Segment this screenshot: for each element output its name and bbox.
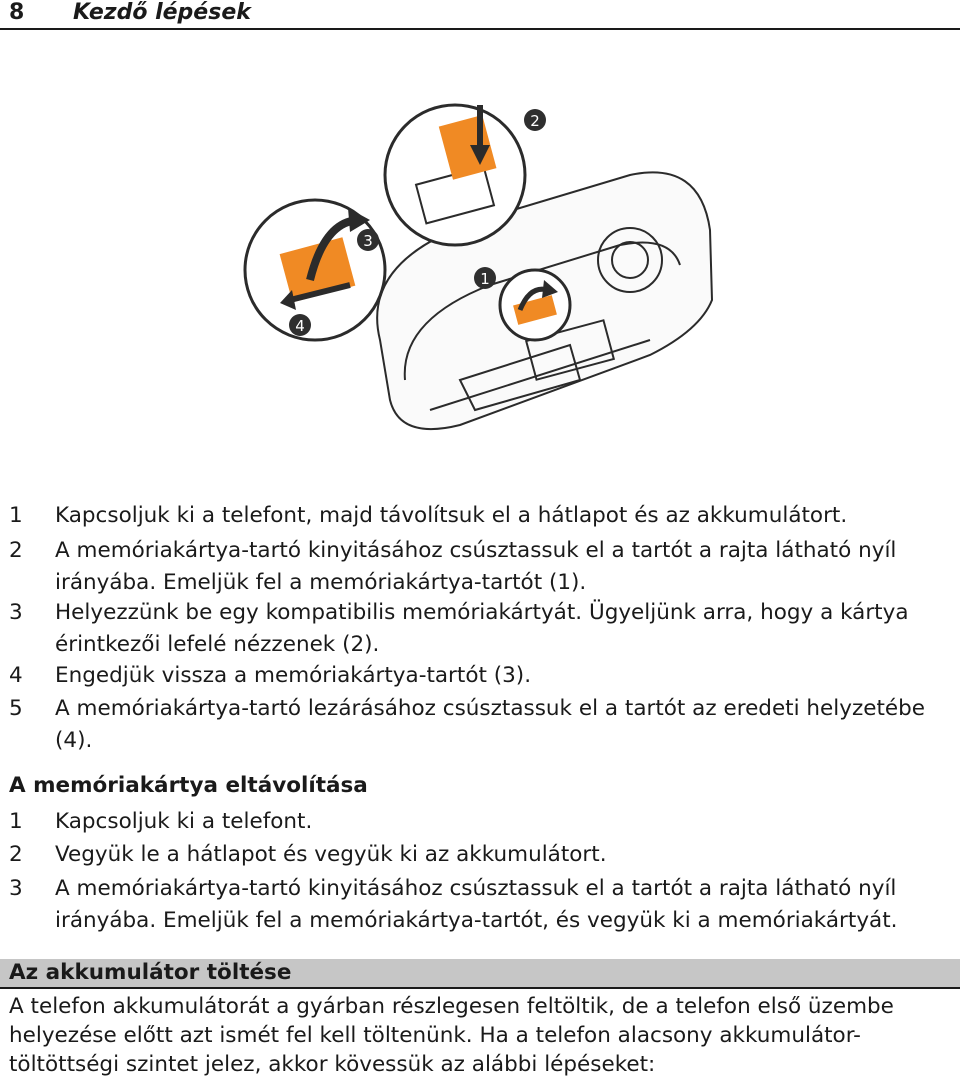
callout-4 (289, 314, 311, 336)
memory-card-illustration (230, 80, 730, 480)
remove-section-heading: A memóriakártya eltávolítása (9, 773, 368, 798)
callout-3 (357, 229, 379, 251)
card-insert-detail (385, 105, 525, 245)
page-number: 8 (9, 0, 25, 25)
step-number: 1 (9, 809, 23, 834)
insert-step (9, 535, 949, 599)
step-text: Engedjük vissza a memóriakártya-tartót (3). (55, 663, 532, 688)
step-number: 2 (9, 538, 23, 563)
step-text: A memóriakártya-tartó kinyitásához csúsztassuk el a tartót a rajta látható nyíl irányába. Emeljük fel a memóriakártya-tartót, és vegyük ki a memóriakártyát. (55, 876, 898, 933)
charging-section-heading: Az akkumulátor töltése (9, 960, 292, 985)
step-number: 3 (9, 600, 23, 625)
step-number: 5 (9, 696, 23, 721)
holder-lift-detail (500, 270, 570, 340)
charging-paragraph: A telefon akkumulátorát a gyárban részlegesen feltöltik, de a telefon első üzembe helyezése előtt azt ismét fel kell töltenünk. Ha a telefon alacsony akkumulátor-töltöttségi szintet jelez, akkor kövessük az alábbi lépéseket: (9, 994, 894, 1077)
svg-text:4: 4 (295, 317, 305, 335)
svg-text:1: 1 (480, 270, 490, 288)
remove-step (9, 839, 949, 871)
insert-step (9, 660, 949, 692)
insert-step (9, 693, 949, 757)
callout-1 (474, 267, 496, 289)
chapter-title: Kezdő lépések (73, 0, 251, 25)
remove-step (9, 873, 949, 937)
page-header (0, 0, 960, 30)
step-number: 2 (9, 842, 23, 867)
step-text: Vegyük le a hátlapot és vegyük ki az akkumulátort. (55, 842, 607, 867)
step-number: 4 (9, 663, 23, 688)
step-text: Kapcsoljuk ki a telefont. (55, 809, 313, 834)
svg-text:2: 2 (530, 112, 540, 130)
svg-text:3: 3 (363, 232, 373, 250)
step-text: Helyezzünk be egy kompatibilis memóriakártyát. Ügyeljünk arra, hogy a kártya érintkezői lefelé nézzenek (2). (55, 600, 909, 657)
charging-section-header (0, 959, 960, 989)
step-text: A memóriakártya-tartó kinyitásához csúsztassuk el a tartót a rajta látható nyíl irányába. Emeljük fel a memóriakártya-tartót (1). (55, 538, 897, 595)
step-text: A memóriakártya-tartó lezárásához csúsztassuk el a tartót az eredeti helyzetébe (4). (55, 696, 926, 753)
insert-step (9, 597, 949, 661)
callout-2 (524, 109, 546, 131)
step-text: Kapcsoljuk ki a telefont, majd távolítsuk el a hátlapot és az akkumulátort. (55, 503, 848, 528)
step-number: 1 (9, 503, 23, 528)
remove-step (9, 806, 949, 838)
step-number: 3 (9, 876, 23, 901)
holder-lock-detail (245, 200, 385, 340)
insert-step (9, 500, 949, 532)
